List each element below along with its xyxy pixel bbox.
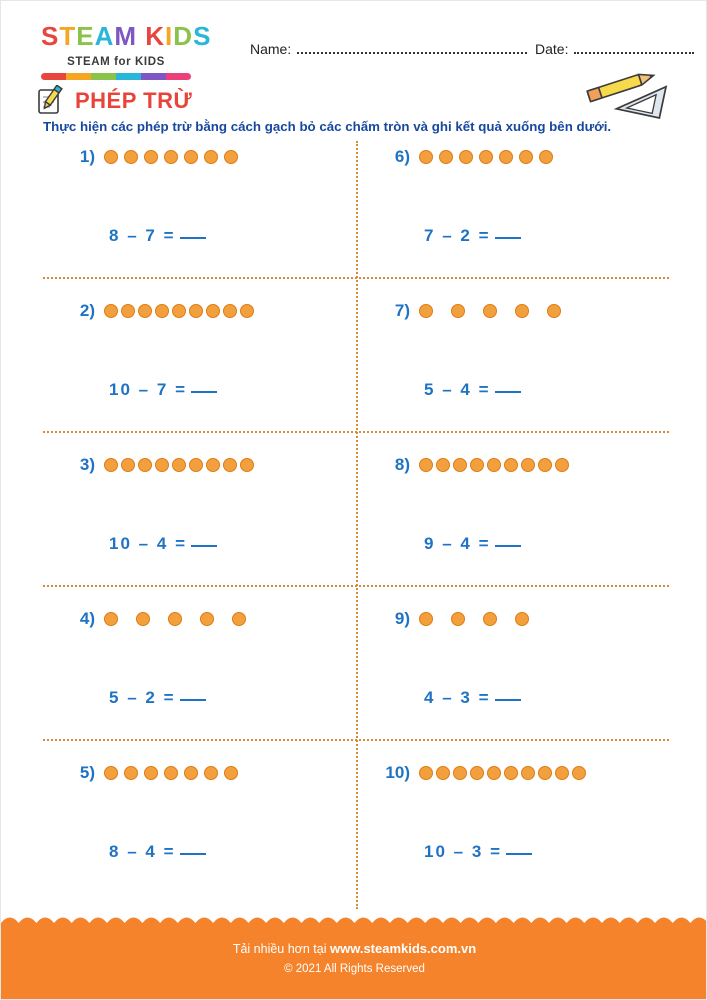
counter-dot[interactable] [419, 612, 433, 626]
problem-expression [424, 841, 532, 862]
brand-logo-color-bars [41, 73, 191, 80]
problem-expression [109, 533, 217, 554]
brand-logo-letter: T [59, 21, 77, 51]
operand-right: 4 [145, 842, 157, 861]
brand-logo-letter: A [94, 21, 115, 51]
equals-sign: = [175, 534, 187, 553]
equals-sign: = [490, 842, 502, 861]
operator: – [442, 534, 454, 553]
counter-dot[interactable] [104, 458, 118, 472]
brand-logo-bar [66, 73, 91, 80]
problem-row [41, 141, 671, 295]
problem-expression [424, 687, 521, 708]
operand-left: 8 [109, 226, 121, 245]
answer-blank[interactable] [180, 841, 206, 855]
pencil-note-icon [35, 85, 65, 117]
operand-left: 10 [109, 534, 132, 553]
operand-left: 7 [424, 226, 436, 245]
equals-sign: = [478, 688, 491, 707]
brand-logo-bar [41, 73, 66, 80]
operand-left: 4 [424, 688, 436, 707]
counter-dot[interactable] [436, 458, 450, 472]
counter-dot[interactable] [121, 304, 135, 318]
counter-dot[interactable] [206, 458, 220, 472]
counter-dot[interactable] [224, 150, 238, 164]
problem-cell [41, 295, 356, 449]
answer-blank[interactable] [495, 687, 521, 701]
counter-dot[interactable] [232, 612, 246, 626]
counter-dot[interactable] [189, 304, 203, 318]
counter-dot[interactable] [483, 612, 497, 626]
counter-dot[interactable] [519, 150, 533, 164]
problems-grid [41, 141, 671, 931]
problem-row [41, 449, 671, 603]
counter-dot[interactable] [499, 150, 513, 164]
counter-dots [104, 304, 254, 318]
counter-dot[interactable] [138, 304, 152, 318]
operand-left: 9 [424, 534, 436, 553]
counter-dot[interactable] [200, 612, 214, 626]
counter-dot[interactable] [547, 304, 561, 318]
counter-dot[interactable] [555, 458, 569, 472]
answer-blank[interactable] [495, 533, 521, 547]
counter-dot[interactable] [470, 458, 484, 472]
name-field-row [250, 41, 527, 57]
counter-dot[interactable] [164, 766, 178, 780]
counter-dot[interactable] [204, 150, 218, 164]
counter-dot[interactable] [419, 458, 433, 472]
problem-row [41, 603, 671, 757]
operator: – [442, 226, 454, 245]
operator: – [127, 226, 139, 245]
footer-link-line[interactable] [1, 941, 707, 956]
footer-website-link[interactable]: www.steamkids.com.vn [329, 941, 477, 956]
problem-dots-row [384, 147, 553, 167]
counter-dot[interactable] [104, 612, 118, 626]
brand-logo-subtitle: STEAM for KIDS [67, 56, 165, 68]
operand-right: 2 [460, 226, 472, 245]
answer-blank[interactable] [495, 379, 521, 393]
problem-cell [41, 449, 356, 603]
brand-logo-letter: S [193, 21, 212, 51]
counter-dot[interactable] [436, 766, 450, 780]
counter-dot[interactable] [204, 766, 218, 780]
counter-dot[interactable] [521, 458, 535, 472]
counter-dot[interactable] [504, 766, 518, 780]
problem-number: 9) [394, 609, 410, 628]
problem-dots-row [69, 609, 246, 629]
problem-cell [356, 449, 671, 603]
brand-logo-letter: E [76, 21, 95, 51]
problem-cell [41, 141, 356, 295]
counter-dot[interactable] [172, 304, 186, 318]
brand-logo-bar [91, 73, 116, 80]
problem-expression [109, 379, 217, 400]
counter-dot[interactable] [144, 766, 158, 780]
counter-dot[interactable] [124, 766, 138, 780]
brand-logo [41, 23, 241, 80]
operator: – [127, 688, 139, 707]
counter-dot[interactable] [136, 612, 150, 626]
counter-dot[interactable] [539, 150, 553, 164]
counter-dot[interactable] [164, 150, 178, 164]
counter-dot[interactable] [419, 304, 433, 318]
counter-dot[interactable] [206, 304, 220, 318]
counter-dots [419, 304, 561, 318]
problem-dots-row [69, 455, 254, 475]
pencil-ruler-icon [582, 65, 672, 123]
answer-blank[interactable] [191, 379, 217, 393]
operand-left: 10 [424, 842, 447, 861]
problem-dots-row [69, 301, 254, 321]
counter-dot[interactable] [453, 458, 467, 472]
counter-dot[interactable] [470, 766, 484, 780]
counter-dot[interactable] [419, 766, 433, 780]
operand-left: 8 [109, 842, 121, 861]
brand-logo-bar [141, 73, 166, 80]
counter-dot[interactable] [453, 766, 467, 780]
problem-number: 8) [394, 455, 410, 474]
operand-right: 7 [145, 226, 157, 245]
counter-dot[interactable] [538, 766, 552, 780]
equals-sign: = [163, 688, 176, 707]
page-footer [1, 927, 707, 999]
counter-dots [419, 150, 553, 164]
counter-dot[interactable] [172, 458, 186, 472]
problem-expression [424, 379, 521, 400]
counter-dot[interactable] [451, 612, 465, 626]
brand-logo-letter: K [145, 21, 166, 51]
operand-right: 3 [460, 688, 472, 707]
instruction-text: Thực hiện các phép trừ bằng cách gạch bỏ các chấm tròn và ghi kết quả xuống bên dưới. [43, 119, 612, 134]
counter-dot[interactable] [189, 458, 203, 472]
problem-number: 2) [79, 301, 95, 320]
page-title: PHÉP TRỪ [75, 88, 193, 113]
counter-dots [419, 766, 586, 780]
counter-dot[interactable] [155, 304, 169, 318]
operator: – [138, 380, 151, 399]
operand-right: 4 [460, 380, 472, 399]
equals-sign: = [163, 842, 176, 861]
problem-dots-row [384, 609, 529, 629]
operand-left: 10 [109, 380, 132, 399]
counter-dots [419, 458, 569, 472]
problem-number: 5) [79, 763, 95, 782]
problem-dots-row [69, 147, 238, 167]
counter-dot[interactable] [479, 150, 493, 164]
counter-dot[interactable] [168, 612, 182, 626]
counter-dot[interactable] [240, 458, 254, 472]
operator: – [442, 688, 454, 707]
counter-dot[interactable] [487, 458, 501, 472]
brand-logo-letter [137, 23, 145, 49]
equals-sign: = [478, 380, 491, 399]
counter-dots [104, 766, 238, 780]
brand-logo-letter: S [41, 21, 60, 51]
counter-dot[interactable] [121, 458, 135, 472]
operand-right: 2 [145, 688, 157, 707]
brand-logo-bar [166, 73, 191, 80]
page-header [35, 23, 672, 93]
problem-row [41, 757, 671, 911]
brand-logo-letter: I [165, 21, 174, 51]
equals-sign: = [478, 534, 491, 553]
problem-dots-row [384, 455, 569, 475]
counter-dots [104, 458, 254, 472]
problem-cell [41, 603, 356, 757]
problem-dots-row [384, 763, 586, 783]
answer-blank[interactable] [180, 687, 206, 701]
counter-dot[interactable] [521, 766, 535, 780]
problem-number: 4) [79, 609, 95, 628]
counter-dot[interactable] [487, 766, 501, 780]
operand-right: 4 [156, 534, 169, 553]
counter-dots [104, 150, 238, 164]
problem-row [41, 295, 671, 449]
problem-cell [356, 603, 671, 757]
date-label: Date: [535, 41, 569, 57]
counter-dot[interactable] [515, 612, 529, 626]
brand-logo-title [41, 23, 241, 49]
problem-cell [356, 141, 671, 295]
problem-number: 1) [79, 147, 95, 166]
worksheet-title-row [35, 85, 192, 117]
operator: – [442, 380, 454, 399]
counter-dot[interactable] [572, 766, 586, 780]
counter-dot[interactable] [155, 458, 169, 472]
equals-sign: = [163, 226, 176, 245]
counter-dot[interactable] [223, 458, 237, 472]
date-input[interactable] [574, 51, 694, 54]
counter-dots [419, 612, 529, 626]
answer-blank[interactable] [506, 841, 532, 855]
counter-dot[interactable] [184, 766, 198, 780]
counter-dot[interactable] [240, 304, 254, 318]
counter-dot[interactable] [104, 304, 118, 318]
operator: – [138, 534, 151, 553]
counter-dot[interactable] [124, 150, 138, 164]
problem-cell [356, 295, 671, 449]
counter-dots [104, 612, 246, 626]
counter-dot[interactable] [483, 304, 497, 318]
problem-expression [109, 225, 206, 246]
counter-dot[interactable] [538, 458, 552, 472]
brand-logo-letter: D [173, 21, 194, 51]
problem-expression [424, 533, 521, 554]
operator: – [127, 842, 139, 861]
answer-blank[interactable] [180, 225, 206, 239]
equals-sign: = [478, 226, 491, 245]
counter-dot[interactable] [138, 458, 152, 472]
problem-number: 3) [79, 455, 95, 474]
counter-dot[interactable] [451, 304, 465, 318]
counter-dot[interactable] [184, 150, 198, 164]
equals-sign: = [175, 380, 187, 399]
counter-dot[interactable] [144, 150, 158, 164]
footer-copyright: © 2021 All Rights Reserved [284, 963, 425, 975]
counter-dot[interactable] [223, 304, 237, 318]
footer-wave-decoration [1, 916, 707, 930]
problem-dots-row [384, 301, 561, 321]
problem-dots-row [69, 763, 238, 783]
problem-expression [109, 687, 206, 708]
problem-number: 10) [385, 763, 410, 782]
counter-dot[interactable] [224, 766, 238, 780]
counter-dot[interactable] [104, 150, 118, 164]
operand-right: 4 [460, 534, 472, 553]
counter-dot[interactable] [419, 150, 433, 164]
counter-dot[interactable] [515, 304, 529, 318]
problem-number: 6) [394, 147, 410, 166]
counter-dot[interactable] [459, 150, 473, 164]
counter-dot[interactable] [555, 766, 569, 780]
problem-expression [424, 225, 521, 246]
operator: – [453, 842, 466, 861]
counter-dot[interactable] [104, 766, 118, 780]
operand-right: 3 [471, 842, 484, 861]
counter-dot[interactable] [439, 150, 453, 164]
problem-number: 7) [394, 301, 410, 320]
problem-cell [356, 757, 671, 911]
name-label: Name: [250, 41, 292, 57]
answer-blank[interactable] [191, 533, 217, 547]
brand-logo-letter: M [114, 21, 138, 51]
brand-logo-bar [116, 73, 141, 80]
operand-right: 7 [156, 380, 169, 399]
counter-dot[interactable] [504, 458, 518, 472]
problem-cell [41, 757, 356, 911]
operand-left: 5 [424, 380, 436, 399]
footer-link-prefix: Tải nhiều hơn tại [232, 942, 330, 956]
date-field-row [535, 41, 694, 57]
problem-expression [109, 841, 206, 862]
answer-blank[interactable] [495, 225, 521, 239]
operand-left: 5 [109, 688, 121, 707]
name-input[interactable] [297, 51, 527, 54]
